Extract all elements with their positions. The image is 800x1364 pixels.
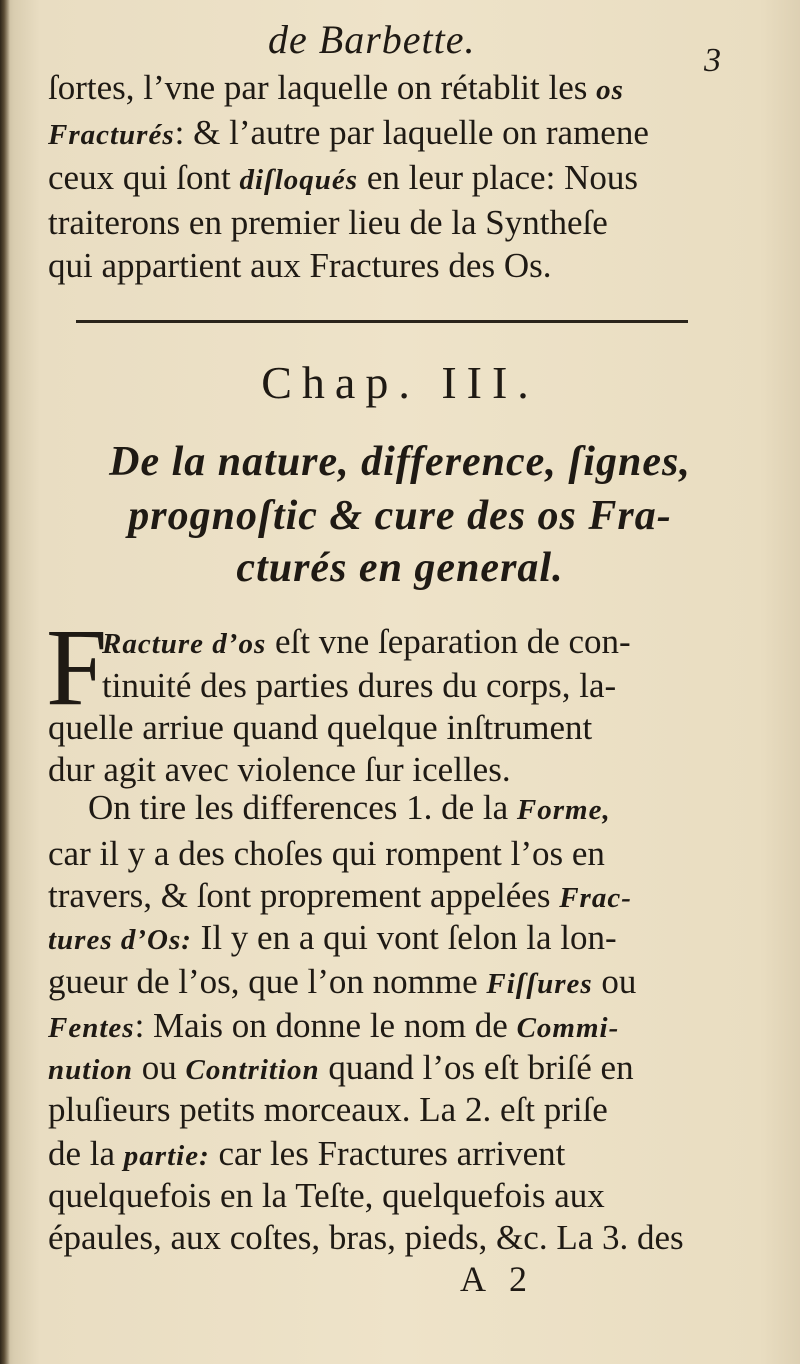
chapter-title-line: prognoſtic & cure des os Fra- xyxy=(128,493,672,539)
text-line xyxy=(48,203,608,243)
italic-term: Forme, xyxy=(516,794,611,826)
italic-term: Racture d’os xyxy=(102,628,267,660)
text-run: Il y en a qui vont ſelon la lon- xyxy=(191,918,617,957)
italic-term: Fracturés xyxy=(48,119,175,151)
text-line xyxy=(48,918,617,958)
text-run: car les Fractures arrivent xyxy=(209,1134,566,1173)
italic-term: Fiſſures xyxy=(486,968,593,1000)
text-line xyxy=(48,113,649,153)
italic-term: Frac- xyxy=(559,882,632,914)
text-run: tinuité des parties dures du corps, la- xyxy=(102,666,617,705)
chapter-title-line: cturés en general. xyxy=(236,545,564,591)
text-line xyxy=(102,622,631,662)
text-run: en leur place: Nous xyxy=(358,158,638,197)
text-line xyxy=(48,1134,565,1174)
text-line xyxy=(48,1048,634,1088)
text-line xyxy=(48,708,592,748)
italic-term: Commi- xyxy=(516,1012,620,1044)
text-run: dur agit avec violence ſur icelles. xyxy=(48,750,511,789)
text-line xyxy=(48,246,551,286)
italic-term: os xyxy=(596,74,624,106)
text-run: épaules, aux coſtes, bras, pieds, &c. La 3. des xyxy=(48,1218,684,1257)
text-run: quand l’os eſt briſé en xyxy=(319,1048,634,1087)
italic-term: partie: xyxy=(123,1140,210,1172)
text-run: : & l’autre par laquelle on ramene xyxy=(174,113,649,152)
text-run: On tire les differences 1. de la xyxy=(88,788,517,827)
text-run: ſortes, l’vne par laquelle on rétablit les xyxy=(48,68,597,107)
text-run: de la xyxy=(48,1134,124,1173)
text-run: ceux qui ſont xyxy=(48,158,240,197)
text-run: eſt vne ſeparation de con- xyxy=(266,622,631,661)
chapter-heading: Chap. III. xyxy=(261,357,539,408)
text-line xyxy=(48,876,632,916)
page-number: 3 xyxy=(704,42,721,79)
text-line xyxy=(88,788,611,828)
section-rule xyxy=(76,320,688,323)
text-run: ou xyxy=(592,962,637,1001)
text-line xyxy=(48,834,605,874)
chapter-title-line: De la nature, difference, ſignes, xyxy=(109,439,691,485)
text-line xyxy=(48,158,638,198)
drop-cap: F xyxy=(46,606,108,728)
text-run: quelquefois en la Teſte, quelquefois aux xyxy=(48,1176,605,1215)
italic-term: diſloqués xyxy=(239,164,359,196)
text-line xyxy=(48,1006,619,1046)
page-binding-edge xyxy=(0,0,10,1364)
italic-term: Fentes xyxy=(48,1012,135,1044)
text-line xyxy=(48,750,511,790)
text-run: : Mais on donne le nom de xyxy=(134,1006,517,1045)
text-line xyxy=(102,666,616,706)
italic-term: tures d’Os: xyxy=(48,924,192,956)
text-line xyxy=(48,1218,684,1258)
italic-term: nution xyxy=(48,1054,133,1086)
text-line xyxy=(48,962,636,1002)
text-line xyxy=(48,68,624,108)
text-run: travers, & ſont proprement appelées xyxy=(48,876,560,915)
text-run: ou xyxy=(133,1048,186,1087)
text-line xyxy=(48,1090,608,1130)
text-run: pluſieurs petits morceaux. La 2. eſt priſe xyxy=(48,1090,608,1129)
text-run: gueur de l’os, que l’on nomme xyxy=(48,962,487,1001)
italic-term: Contrition xyxy=(185,1054,320,1086)
text-run: car il y a des choſes qui rompent l’os en xyxy=(48,834,605,873)
running-head: de Barbette. xyxy=(268,17,476,62)
text-run: qui appartient aux Fractures des Os. xyxy=(48,246,552,285)
text-run: quelle arriue quand quelque inſtrument xyxy=(48,708,593,747)
signature-mark: A 2 xyxy=(460,1259,536,1299)
text-line xyxy=(48,1176,605,1216)
text-run: traiterons en premier lieu de la Syntheſe xyxy=(48,203,608,242)
